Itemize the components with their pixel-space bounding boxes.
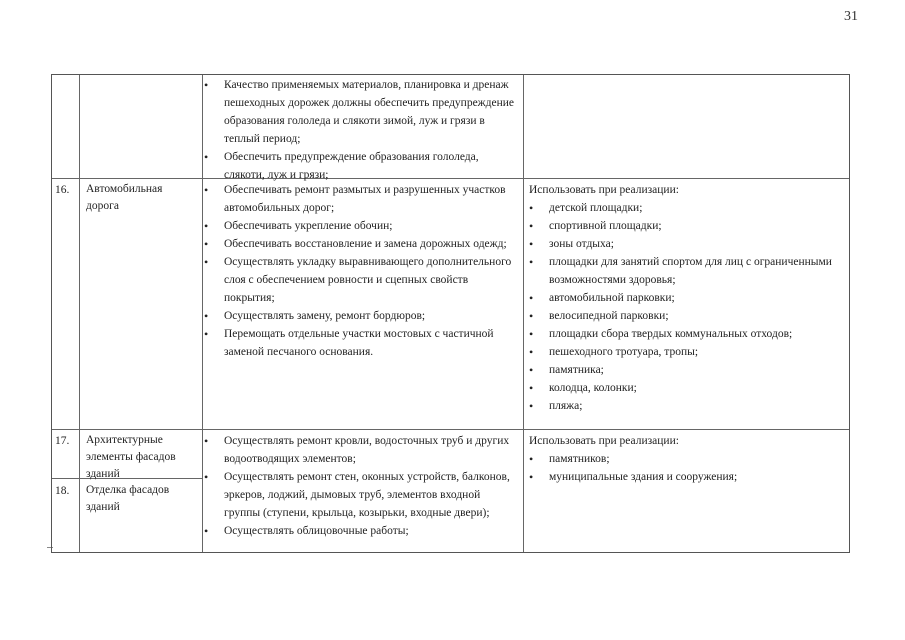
row-17-usage (529, 432, 847, 486)
row-number: 17. (55, 435, 70, 447)
usage-item: • памятника; (529, 361, 847, 379)
column-divider (523, 75, 524, 552)
row-name: Автомобильная дорога (86, 183, 163, 212)
measures-list (204, 76, 522, 184)
usage-title: Использовать при реализации: (529, 435, 679, 447)
row-number: 18. (55, 485, 70, 497)
row-1-measures (204, 76, 522, 184)
row-name: Архитектурные элементы фасадов зданий (86, 434, 176, 480)
usage-item: • площадки сбора твердых коммунальных отходов; (529, 325, 847, 343)
usage-item: • памятников; (529, 450, 847, 468)
usage-item: • муниципальные здания и сооружения; (529, 468, 847, 486)
row-16-measures (204, 181, 519, 361)
page-number: 31 (844, 9, 858, 24)
measure-item: • Осуществлять ремонт стен, оконных устройств, балконов, эркеров, лоджий, дымовых труб, элементов входной группы (ступени, крыльца, козырьки, входные двери); (204, 468, 519, 522)
usage-list (529, 450, 847, 486)
row-16-usage (529, 181, 847, 415)
usage-item: • спортивной площадки; (529, 217, 847, 235)
row-number: 16. (55, 184, 70, 196)
usage-title: Использовать при реализации: (529, 184, 679, 196)
usage-item: • колодца, колонки; (529, 379, 847, 397)
row-17-measures (204, 432, 519, 540)
measure-item: • Обеспечивать восстановление и замена дорожных одежд; (204, 235, 519, 253)
row-divider (52, 429, 849, 430)
usage-item: • зоны отдыха; (529, 235, 847, 253)
measure-item: • Осуществлять облицовочные работы; (204, 522, 519, 540)
measures-table (51, 74, 850, 553)
usage-item: • детской площадки; (529, 199, 847, 217)
measure-item: • Перемощать отдельные участки мостовых с частичной заменой песчаного основания. (204, 325, 519, 361)
usage-item: • пешеходного тротуара, тропы; (529, 343, 847, 361)
column-divider (79, 75, 80, 552)
measure-item: • Качество применяемых материалов, планировка и дренаж пешеходных дорожек должны обеспечить предупреждение образования гололеда и слякоти зимой, луж и грязи в теплый период; (204, 76, 522, 148)
column-divider (202, 75, 203, 552)
usage-item: • велосипедной парковки; (529, 307, 847, 325)
measure-item: • Осуществлять укладку выравнивающего дополнительного слоя с обеспечением ровности и сцепных свойств покрытия; (204, 253, 519, 307)
row-name: Отделка фасадов зданий (86, 484, 170, 513)
usage-item: • пляжа; (529, 397, 847, 415)
measures-list (204, 432, 519, 540)
measure-item: • Осуществлять замену, ремонт бордюров; (204, 307, 519, 325)
measure-item: • Осуществлять ремонт кровли, водосточных труб и других водоотводящих элементов; (204, 432, 519, 468)
usage-item: • площадки для занятий спортом для лиц с ограниченными возможностями здоровья; (529, 253, 847, 289)
usage-item: • автомобильной парковки; (529, 289, 847, 307)
usage-list (529, 199, 847, 415)
measure-item: • Обеспечить предупреждение образования гололеда, слякоти, луж и грязи; (204, 148, 522, 184)
measures-list (204, 181, 519, 361)
measure-item: • Обеспечивать укрепление обочин; (204, 217, 519, 235)
measure-item: • Обеспечивать ремонт размытых и разрушенных участков автомобильных дорог; (204, 181, 519, 217)
